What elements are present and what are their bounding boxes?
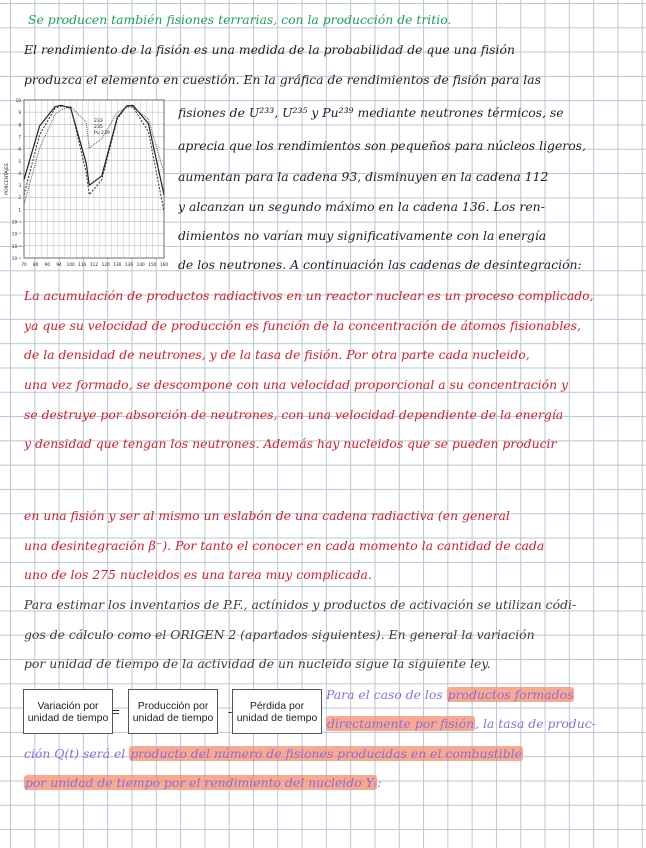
text-line-3: produzca el elemento en cuestión. En la gráfica de rendimientos de fisión para las: [24, 72, 542, 87]
text-line-15: y densidad que tengan los neutrones. Además hay nucleidos que se pueden producir: [24, 436, 557, 451]
x-tick-label: 94: [56, 262, 62, 267]
y-tick-label: 2: [18, 195, 21, 201]
text-line-5: aprecia que los rendimientos son pequeños para núcleos ligeros,: [178, 138, 586, 153]
text-line-19: Para estimar los inventarios de P.F., actínidos y productos de activación se utilizan códi-: [24, 597, 577, 612]
chart-svg: [2, 94, 170, 272]
x-tick-label: 112: [90, 262, 98, 267]
legend-label: 233: [94, 119, 103, 124]
text-line-25: [24, 773, 636, 793]
x-tick-label: 160: [160, 262, 168, 267]
text-line-6: aumentan para la cadena 93, disminuyen en la cadena 112: [178, 169, 549, 184]
text-line-9: de los neutrones. A continuación las cadenas de desintegración:: [178, 257, 582, 272]
x-tick-label: 136: [125, 262, 133, 267]
text-line-21: por unidad de tiempo de la actividad de un nucleido sigue la siguiente ley.: [24, 656, 491, 671]
text-line-11: ya que su velocidad de producción es función de la concentración de átomos fisionables,: [24, 318, 581, 333]
y-tick-label: 3: [18, 183, 21, 189]
text-line-4: fisiones de U²³³, U²³⁵ y Pu²³⁹ mediante neutrones térmicos, se: [178, 105, 564, 120]
equation-box-variation-label: Variación por unidad de tiempo: [27, 699, 109, 724]
y-tick-label: 10: [15, 98, 21, 103]
text-line-1: Se producen también fisiones terrarias, con la producción de tritio.: [28, 12, 452, 27]
text-line-2: El rendimiento de la fisión es una medida de la probabilidad de que una fisión: [24, 42, 515, 57]
text-fragment: , la tasa de produc-: [475, 716, 596, 731]
x-tick-label: 100: [66, 262, 75, 267]
text-line-20: gos de cálculo como el ORIGEN 2 (apartados siguientes). En general la variación: [24, 627, 535, 642]
legend-label: 235: [94, 125, 103, 130]
y-tick-label: 8: [18, 122, 21, 128]
text-line-22: [326, 685, 636, 705]
text-line-23: [326, 714, 636, 734]
equation-box-variation: [23, 689, 113, 734]
minus-sign: -: [227, 704, 233, 719]
text-fragment: ción Q(t) será el: [24, 746, 130, 761]
equals-sign: =: [112, 704, 120, 719]
y-tick-label: 10⁻¹: [11, 219, 21, 225]
y-tick-label: 10⁻²: [11, 231, 21, 237]
x-tick-label: 90: [44, 262, 51, 267]
text-line-13: una vez formado, se descompone con una velocidad proporcional a su concentración y: [24, 377, 569, 392]
x-tick-label: 150: [148, 262, 157, 267]
x-tick-label: 70: [21, 262, 27, 267]
text-line-7: y alcanzan un segundo máximo en la cadena 136. Los ren-: [178, 199, 545, 214]
text-fragment: :: [377, 775, 382, 790]
y-tick-label: 5: [18, 158, 21, 164]
y-tick-label: 10⁻⁴: [11, 256, 21, 261]
text-line-24: [24, 744, 636, 764]
text-line-14: se destruye por absorción de neutrones, con una velocidad dependiente de la energía: [24, 407, 564, 422]
y-tick-label: 10⁻³: [11, 243, 21, 249]
y-tick-label: 1: [18, 207, 21, 213]
x-tick-label: 140: [136, 262, 145, 267]
equation-box-loss-label: Pérdida por unidad de tiempo: [236, 699, 318, 724]
highlight: producto del número de fisiones producidas en el combustible: [130, 746, 522, 761]
text-line-18: uno de los 275 nucleidos es una tarea muy complicada.: [24, 567, 372, 582]
y-axis-label: PORCENTAJES: [5, 163, 10, 195]
text-line-16: en una fisión y ser al mismo un eslabón de una cadena radiactiva (en general: [24, 508, 510, 523]
fission-yield-chart: [2, 94, 170, 272]
y-tick-label: 6: [18, 146, 21, 152]
legend-label: Pu 239: [94, 131, 110, 136]
x-tick-label: 80: [32, 262, 39, 267]
text-line-12: de la densidad de neutrones, y de la tasa de fisión. Por otra parte cada nucleido,: [24, 347, 530, 362]
text-fragment: Para el caso de los: [326, 687, 447, 702]
text-line-8: dimientos no varían muy significativamente con la energía: [178, 228, 547, 243]
equation-box-production: [128, 689, 218, 734]
equation-box-loss: [232, 689, 322, 734]
text-line-10: La acumulación de productos radiactivos en un reactor nuclear es un proceso complicado,: [24, 288, 594, 303]
x-tick-label: 130: [113, 262, 122, 267]
text-line-17: una desintegración β⁻). Por tanto el conocer en cada momento la cantidad de cada: [24, 538, 545, 553]
y-tick-label: 7: [18, 134, 21, 140]
y-tick-label: 9: [18, 110, 21, 116]
x-tick-label: 120: [101, 262, 110, 267]
x-tick-label: 110: [78, 262, 87, 267]
equation-box-production-label: Producción por unidad de tiempo: [132, 699, 214, 724]
y-tick-label: 4: [18, 170, 21, 176]
highlight: directamente por fisión: [327, 716, 475, 731]
highlight: por unidad de tiempo por el rendimiento del nucleido Yᵢ: [25, 775, 377, 790]
highlight: productos formados: [447, 687, 574, 702]
